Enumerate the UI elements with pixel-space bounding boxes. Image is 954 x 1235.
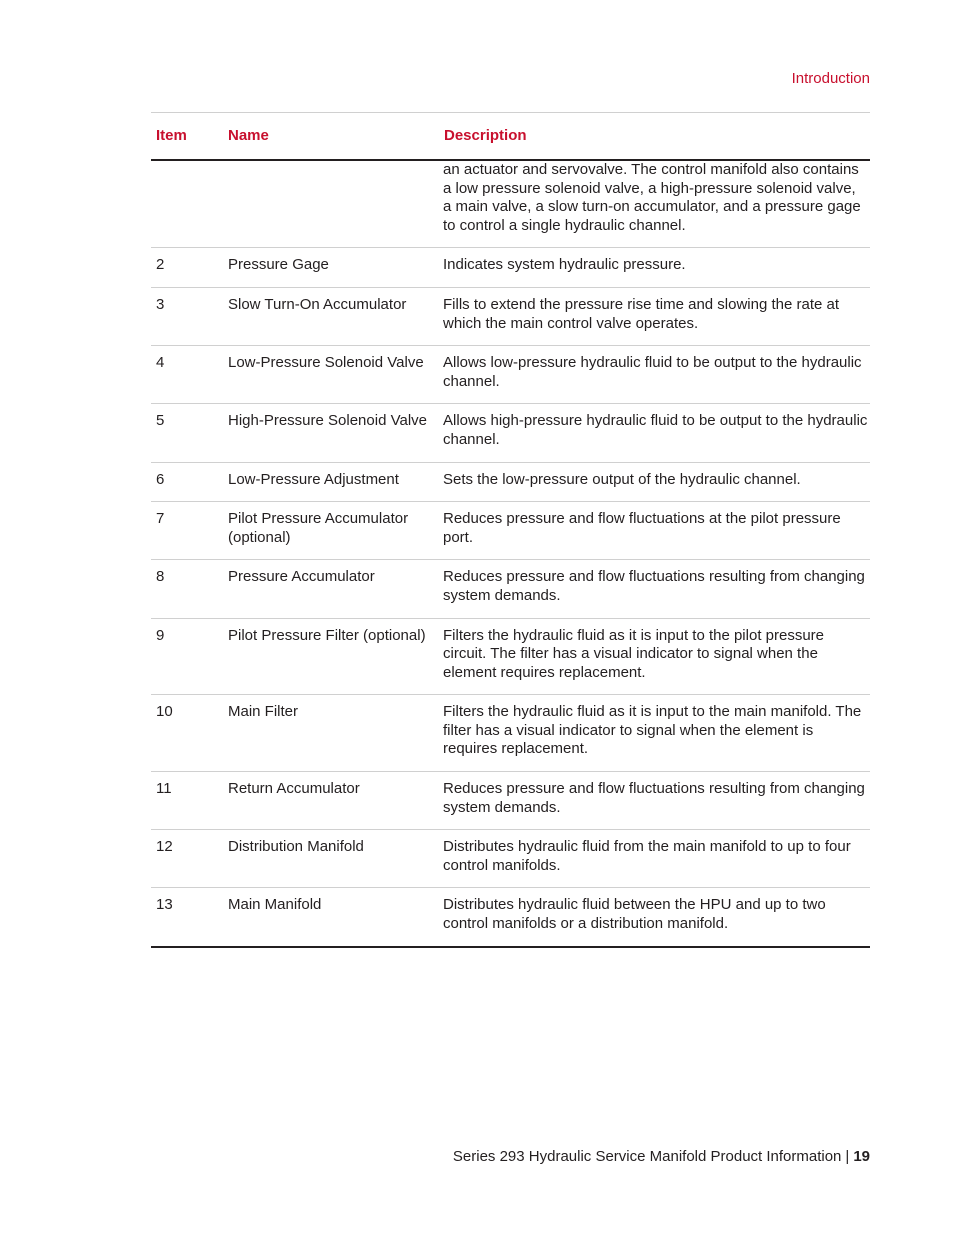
description-cell: Fills to extend the pressure rise time and slowing the rate at which the main control valve operates. <box>439 287 870 345</box>
item-cell: 4 <box>151 346 223 404</box>
item-cell: 8 <box>151 560 223 618</box>
name-cell: Pilot Pressure Filter (optional) <box>223 618 439 695</box>
description-cell: Allows high-pressure hydraulic fluid to be output to the hydraulic channel. <box>439 404 870 462</box>
table-row <box>151 772 870 830</box>
name-cell: Pressure Gage <box>223 248 439 288</box>
table-row <box>151 404 870 462</box>
description-cell: Sets the low-pressure output of the hydraulic channel. <box>439 462 870 502</box>
table-row <box>151 160 870 248</box>
table-row <box>151 248 870 288</box>
footer-separator: | <box>845 1148 850 1165</box>
table-row <box>151 695 870 772</box>
column-header-name: Name <box>228 126 269 144</box>
name-cell: Pilot Pressure Accumulator (optional) <box>223 502 439 560</box>
description-cell: Indicates system hydraulic pressure. <box>439 248 870 288</box>
parts-table <box>151 112 870 948</box>
name-cell: Low-Pressure Solenoid Valve <box>223 346 439 404</box>
table-row <box>151 888 870 947</box>
name-cell: Return Accumulator <box>223 772 439 830</box>
table-row <box>151 502 870 560</box>
name-cell: Main Manifold <box>223 888 439 947</box>
item-cell: 11 <box>151 772 223 830</box>
description-cell: an actuator and servovalve. The control manifold also contains a low pressure solenoid valve, a high-pressure solenoid valve, a main valve, a slow turn-on accumulator, and a pressure gage to control a single hydraulic channel. <box>439 160 870 248</box>
item-cell: 3 <box>151 287 223 345</box>
name-cell: Slow Turn-On Accumulator <box>223 287 439 345</box>
description-cell: Reduces pressure and flow fluctuations resulting from changing system demands. <box>439 560 870 618</box>
name-cell: Distribution Manifold <box>223 830 439 888</box>
item-cell: 10 <box>151 695 223 772</box>
section-header: Introduction <box>791 70 870 87</box>
description-cell: Distributes hydraulic fluid between the HPU and up to two control manifolds or a distribution manifold. <box>439 888 870 947</box>
table-header-row <box>151 113 870 161</box>
footer-title: Series 293 Hydraulic Service Manifold Product Information <box>452 1148 842 1165</box>
name-cell: Low-Pressure Adjustment <box>223 462 439 502</box>
description-cell: Reduces pressure and flow fluctuations at the pilot pressure port. <box>439 502 870 560</box>
item-cell: 6 <box>151 462 223 502</box>
table-row <box>151 830 870 888</box>
description-cell: Allows low-pressure hydraulic fluid to be output to the hydraulic channel. <box>439 346 870 404</box>
column-header-description: Description <box>444 126 527 144</box>
name-cell: High-Pressure Solenoid Valve <box>223 404 439 462</box>
name-cell <box>223 160 439 248</box>
table-row <box>151 346 870 404</box>
page-number: 19 <box>853 1148 870 1165</box>
item-cell: 2 <box>151 248 223 288</box>
name-cell: Pressure Accumulator <box>223 560 439 618</box>
table-row <box>151 560 870 618</box>
item-cell: 7 <box>151 502 223 560</box>
table-row <box>151 618 870 695</box>
table-row <box>151 287 870 345</box>
description-cell: Reduces pressure and flow fluctuations resulting from changing system demands. <box>439 772 870 830</box>
item-cell: 5 <box>151 404 223 462</box>
description-cell: Filters the hydraulic fluid as it is input to the main manifold. The filter has a visual indicator to signal when the element is requires replacement. <box>439 695 870 772</box>
description-cell: Distributes hydraulic fluid from the main manifold to up to four control manifolds. <box>439 830 870 888</box>
item-cell: 12 <box>151 830 223 888</box>
item-cell <box>151 160 223 248</box>
name-cell: Main Filter <box>223 695 439 772</box>
column-header-item: Item <box>156 126 187 144</box>
item-cell: 9 <box>151 618 223 695</box>
table-body <box>151 160 870 947</box>
description-cell: Filters the hydraulic fluid as it is input to the pilot pressure circuit. The filter has a visual indicator to signal when the element requires replacement. <box>439 618 870 695</box>
item-cell: 13 <box>151 888 223 947</box>
page-footer <box>453 1148 870 1165</box>
table-row <box>151 462 870 502</box>
